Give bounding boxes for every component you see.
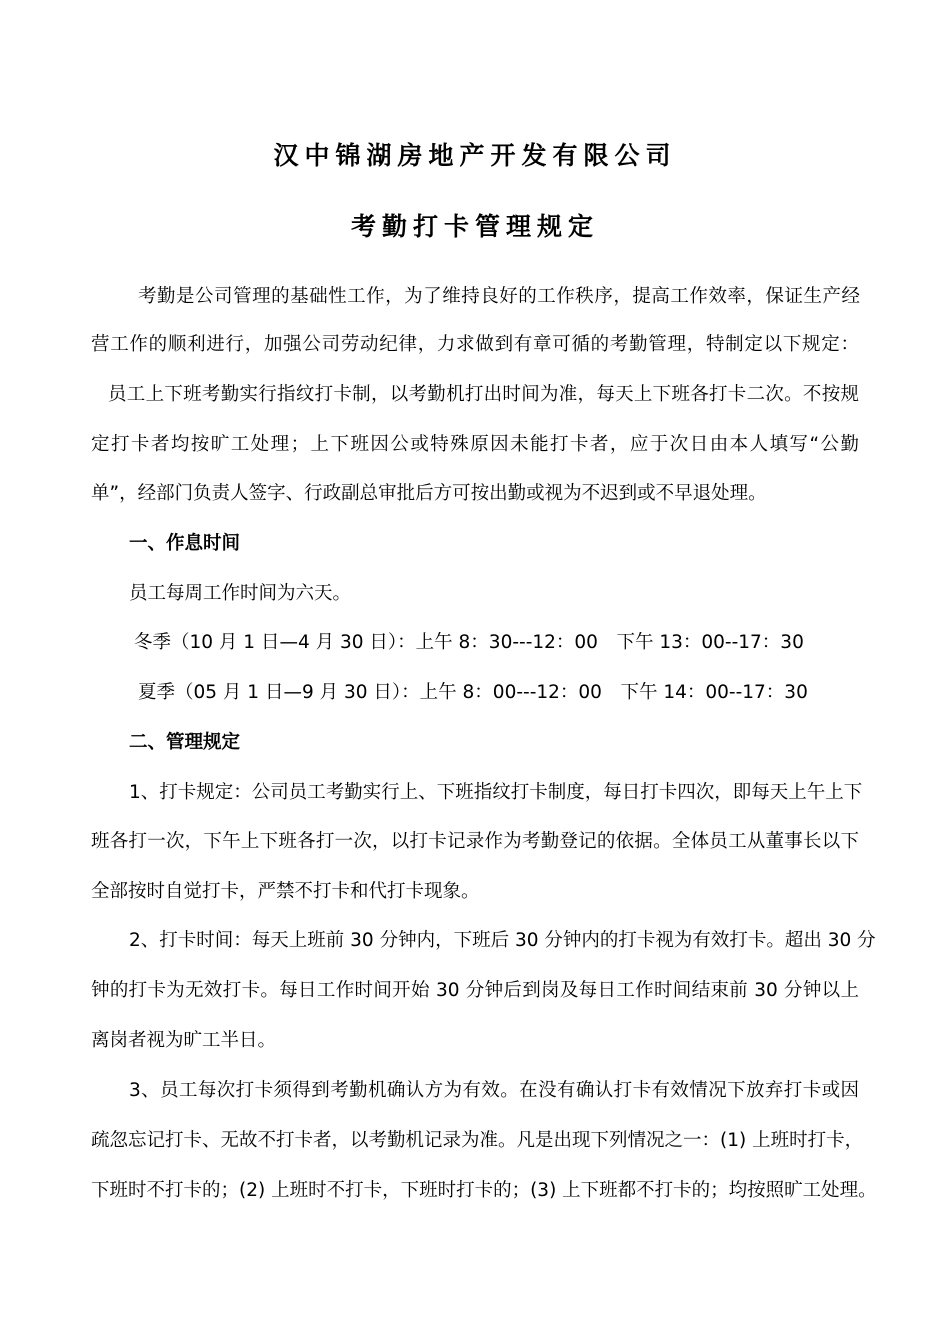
rule-paragraph-line-1: 员工上下班考勤实行指纹打卡制，以考勤机打出时间为准，每天上下班各打卡二次。不按规: [108, 384, 859, 405]
schedule-winter: 冬季（10 月 1 日—4 月 30 日）：上午 8：30---12：00 下午 13：00--17：30: [134, 632, 804, 653]
rule-2-line-2: 钟的打卡为无效打卡。每日工作时间开始 30 分钟后到岗及每日工作时间结束前 30 分钟以上: [91, 980, 859, 1001]
schedule-line-1: 员工每周工作时间为六天。: [129, 583, 352, 604]
intro-line-2: 营工作的顺利进行，加强公司劳动纪律，力求做到有章可循的考勤管理，特制定以下规定：: [91, 334, 859, 355]
rule-paragraph-line-3: 单”，经部门负责人签字、行政副总审批后方可按出勤或视为不迟到或不早退处理。: [91, 483, 767, 504]
company-title: 汉中锦湖房地产开发有限公司: [273, 141, 677, 170]
intro-line-1: 考勤是公司管理的基础性工作，为了维持良好的工作秩序，提高工作效率，保证生产经: [138, 286, 860, 307]
rule-1-line-3: 全部按时自觉打卡，严禁不打卡和代打卡现象。: [91, 881, 480, 902]
rule-3-line-1: 3、员工每次打卡须得到考勤机确认方为有效。在没有确认打卡有效情况下放弃打卡或因: [129, 1080, 859, 1101]
document-title: 考勤打卡管理规定: [350, 212, 599, 241]
rule-1-line-2: 班各打一次，下午上下班各打一次，以打卡记录作为考勤登记的依据。全体员工从董事长以下: [91, 831, 859, 852]
rule-3-line-3: 下班时不打卡的；(2) 上班时不打卡，下班时打卡的；(3) 上下班都不打卡的；均按照旷工处理。: [91, 1180, 877, 1201]
rule-2-line-3: 离岗者视为旷工半日。: [91, 1030, 277, 1051]
section-heading-schedule: 一、作息时间: [129, 533, 241, 554]
rule-1-line-1: 1、打卡规定：公司员工考勤实行上、下班指纹打卡制度，每日打卡四次，即每天上午上下: [129, 782, 863, 803]
section-heading-rules: 二、管理规定: [129, 732, 241, 753]
rule-3-line-2: 疏忽忘记打卡、无故不打卡者，以考勤机记录为准。凡是出现下列情况之一：(1) 上班时打卡，: [91, 1130, 864, 1151]
rule-paragraph-line-2: 定打卡者均按旷工处理；上下班因公或特殊原因未能打卡者，应于次日由本人填写“公勤: [91, 434, 859, 455]
rule-2-line-1: 2、打卡时间：每天上班前 30 分钟内，下班后 30 分钟内的打卡视为有效打卡。超出 30 分: [129, 930, 876, 951]
schedule-summer: 夏季（05 月 1 日—9 月 30 日）：上午 8：00---12：00 下午 14：00--17：30: [138, 682, 808, 703]
